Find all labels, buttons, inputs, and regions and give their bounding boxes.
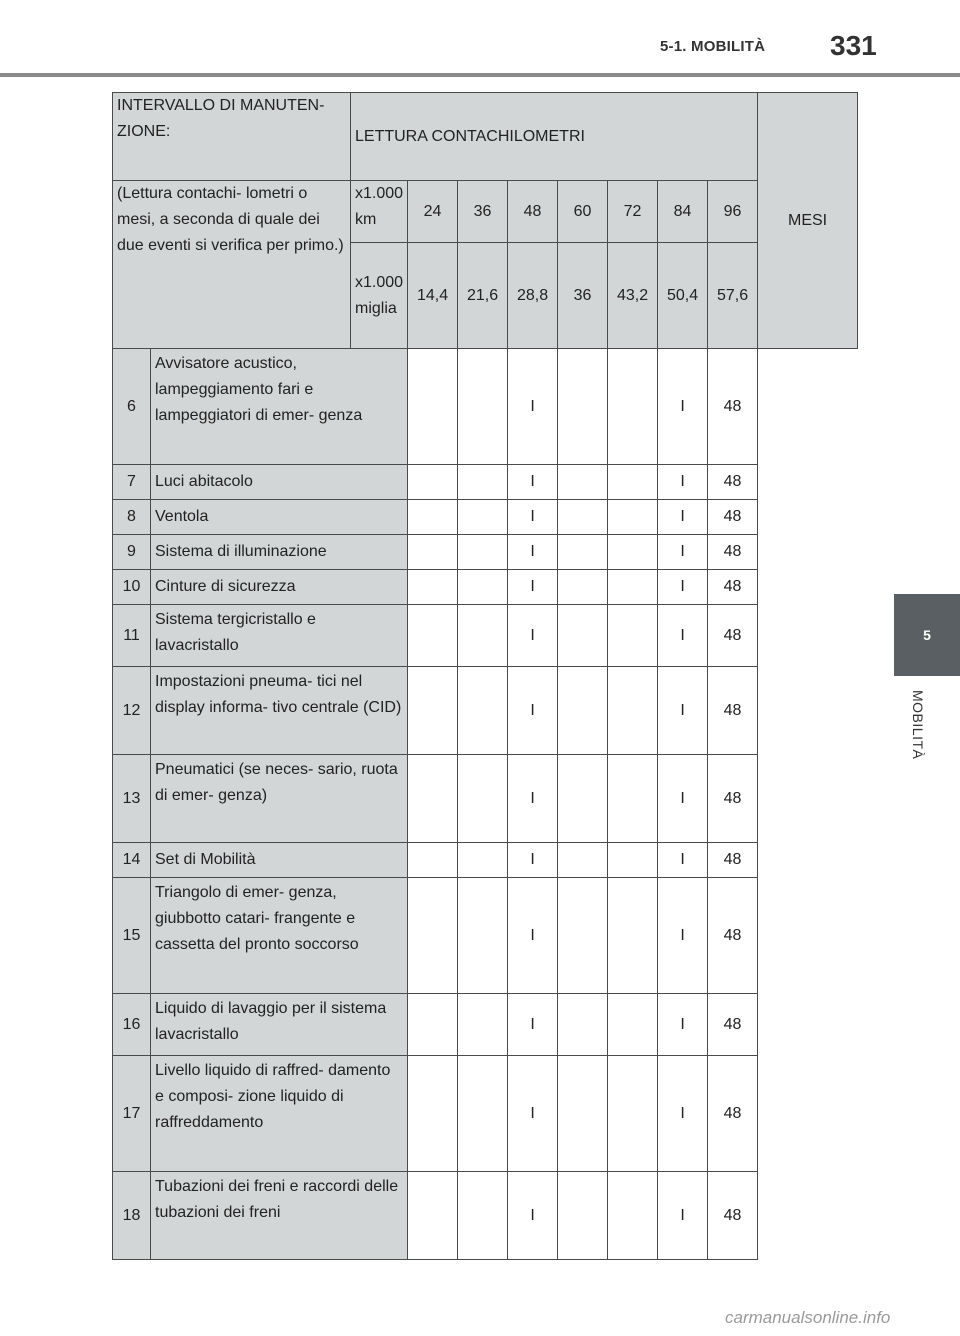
interval-cell: I — [508, 878, 558, 994]
row-number: 12 — [113, 667, 151, 755]
interval-cell: I — [508, 1172, 558, 1260]
item-description: Pneumatici (se neces- sario, ruota di emer- genza) — [151, 755, 408, 843]
interval-cell — [408, 843, 458, 878]
interval-cell — [408, 570, 458, 605]
header-divider — [0, 73, 960, 77]
row-number: 13 — [113, 755, 151, 843]
interval-cell — [608, 1172, 658, 1260]
interval-cell: I — [658, 843, 708, 878]
interval-cell — [458, 605, 508, 667]
interval-cell: I — [508, 349, 558, 465]
interval-cell: I — [658, 994, 708, 1056]
interval-cell — [458, 843, 508, 878]
item-description: Tubazioni dei freni e raccordi delle tubazioni dei freni — [151, 1172, 408, 1260]
section-title: 5-1. MOBILITÀ — [660, 38, 766, 55]
interval-cell: I — [508, 535, 558, 570]
interval-cell: I — [508, 605, 558, 667]
interval-cell — [608, 349, 658, 465]
months-cell: 48 — [708, 843, 758, 878]
interval-cell: I — [508, 994, 558, 1056]
interval-cell — [558, 994, 608, 1056]
months-cell: 48 — [708, 878, 758, 994]
miles-value: 50,4 — [658, 243, 708, 349]
km-value: 24 — [408, 181, 458, 243]
odometer-header — [351, 93, 758, 181]
km-value: 36 — [458, 181, 508, 243]
interval-cell — [608, 570, 658, 605]
interval-cell — [458, 667, 508, 755]
interval-cell — [608, 535, 658, 570]
item-description: Triangolo di emer- genza, giubbotto catari- frangente e cassetta del pronto soccorso — [151, 878, 408, 994]
item-description: Sistema tergicristallo e lavacristallo — [151, 605, 408, 667]
interval-cell — [608, 994, 658, 1056]
months-cell: 48 — [708, 500, 758, 535]
interval-label: INTERVALLO DI MANUTEN- ZIONE: — [117, 97, 325, 140]
page-number: 331 — [830, 30, 877, 61]
interval-cell: I — [658, 878, 708, 994]
interval-cell: I — [508, 1056, 558, 1172]
interval-cell — [408, 605, 458, 667]
row-number: 17 — [113, 1056, 151, 1172]
item-description: Avvisatore acustico, lampeggiamento fari e lampeggiatori di emer- genza — [151, 349, 408, 465]
chapter-label: MOBILITÀ — [910, 690, 926, 760]
interval-cell — [408, 535, 458, 570]
interval-cell — [458, 878, 508, 994]
interval-cell — [558, 667, 608, 755]
miles-value: 36 — [558, 243, 608, 349]
item-description: Set di Mobilità — [151, 843, 408, 878]
table-row — [113, 755, 858, 843]
km-value: 96 — [708, 181, 758, 243]
km-value: 84 — [658, 181, 708, 243]
row-number: 18 — [113, 1172, 151, 1260]
table-row — [113, 1172, 858, 1260]
km-unit: x1.000 km — [355, 185, 404, 228]
interval-cell — [408, 1056, 458, 1172]
row-number: 16 — [113, 994, 151, 1056]
interval-cell — [408, 465, 458, 500]
interval-cell: I — [658, 535, 708, 570]
interval-cell: I — [658, 1056, 708, 1172]
interval-cell — [408, 667, 458, 755]
miles-value: 14,4 — [408, 243, 458, 349]
row-number: 14 — [113, 843, 151, 878]
interval-cell: I — [658, 1172, 708, 1260]
interval-cell: I — [658, 500, 708, 535]
interval-cell — [608, 843, 658, 878]
interval-cell: I — [658, 605, 708, 667]
interval-cell — [458, 994, 508, 1056]
watermark: carmanualsonline.info — [725, 1308, 891, 1327]
interval-note: (Lettura contachi- lometri o mesi, a seconda di quale dei due eventi si verifica per primo.) — [117, 185, 344, 254]
interval-cell — [558, 500, 608, 535]
months-cell: 48 — [708, 535, 758, 570]
interval-cell — [558, 878, 608, 994]
table-row — [113, 349, 858, 465]
interval-cell — [408, 755, 458, 843]
interval-cell — [608, 465, 658, 500]
interval-cell: I — [658, 465, 708, 500]
odometer-label: LETTURA CONTACHILOMETRI — [355, 127, 585, 145]
interval-cell — [558, 1056, 608, 1172]
interval-cell — [458, 1056, 508, 1172]
months-cell: 48 — [708, 994, 758, 1056]
interval-cell: I — [508, 667, 558, 755]
table-row — [113, 667, 858, 755]
interval-cell — [458, 349, 508, 465]
interval-cell — [558, 843, 608, 878]
interval-cell — [458, 1172, 508, 1260]
miles-value: 21,6 — [458, 243, 508, 349]
interval-cell — [558, 465, 608, 500]
months-cell: 48 — [708, 1172, 758, 1260]
chapter-tab: 5 — [894, 594, 960, 676]
months-cell: 48 — [708, 1056, 758, 1172]
interval-cell: I — [658, 349, 708, 465]
months-cell: 48 — [708, 667, 758, 755]
item-description: Sistema di illuminazione — [151, 535, 408, 570]
item-description: Cinture di sicurezza — [151, 570, 408, 605]
interval-cell — [458, 465, 508, 500]
months-header: MESI — [758, 93, 858, 349]
interval-cell — [608, 500, 658, 535]
interval-cell: I — [658, 667, 708, 755]
interval-cell: I — [658, 570, 708, 605]
row-number: 11 — [113, 605, 151, 667]
table-row — [113, 535, 858, 570]
table-row — [113, 878, 858, 994]
row-number: 9 — [113, 535, 151, 570]
interval-cell — [458, 755, 508, 843]
item-description: Liquido di lavaggio per il sistema lavacristallo — [151, 994, 408, 1056]
row-number: 15 — [113, 878, 151, 994]
interval-cell — [608, 878, 658, 994]
item-description: Impostazioni pneuma- tici nel display informa- tivo centrale (CID) — [151, 667, 408, 755]
interval-cell — [408, 1172, 458, 1260]
interval-cell — [408, 500, 458, 535]
interval-header — [113, 93, 351, 181]
note-cell — [113, 181, 351, 349]
table-row — [113, 994, 858, 1056]
interval-cell — [458, 500, 508, 535]
page-header — [0, 0, 960, 78]
interval-cell: I — [508, 755, 558, 843]
table-row — [113, 605, 858, 667]
km-value: 48 — [508, 181, 558, 243]
miles-value: 28,8 — [508, 243, 558, 349]
interval-cell — [558, 755, 608, 843]
row-number: 6 — [113, 349, 151, 465]
interval-cell — [608, 667, 658, 755]
interval-cell — [608, 605, 658, 667]
months-cell: 48 — [708, 605, 758, 667]
item-description: Livello liquido di raffred- damento e composi- zione liquido di raffreddamento — [151, 1056, 408, 1172]
row-number: 7 — [113, 465, 151, 500]
interval-cell: I — [658, 755, 708, 843]
table-row — [113, 570, 858, 605]
km-unit-cell — [351, 181, 408, 243]
months-cell: 48 — [708, 465, 758, 500]
miles-value: 43,2 — [608, 243, 658, 349]
interval-cell: I — [508, 500, 558, 535]
interval-cell — [408, 994, 458, 1056]
row-number: 8 — [113, 500, 151, 535]
interval-cell — [458, 570, 508, 605]
maintenance-table — [112, 92, 858, 1260]
item-description: Ventola — [151, 500, 408, 535]
interval-cell — [408, 878, 458, 994]
interval-cell — [558, 605, 608, 667]
interval-cell — [608, 755, 658, 843]
interval-cell — [558, 535, 608, 570]
miles-unit: x1.000 miglia — [355, 273, 404, 317]
interval-cell: I — [508, 465, 558, 500]
km-value: 72 — [608, 181, 658, 243]
table-row — [113, 843, 858, 878]
interval-cell: I — [508, 570, 558, 605]
miles-unit-cell — [351, 243, 408, 349]
interval-cell — [458, 535, 508, 570]
months-cell: 48 — [708, 349, 758, 465]
interval-cell — [558, 349, 608, 465]
row-number: 10 — [113, 570, 151, 605]
interval-cell: I — [508, 843, 558, 878]
item-description: Luci abitacolo — [151, 465, 408, 500]
months-cell: 48 — [708, 755, 758, 843]
interval-cell — [558, 570, 608, 605]
table-row — [113, 1056, 858, 1172]
km-value: 60 — [558, 181, 608, 243]
interval-cell — [408, 349, 458, 465]
interval-cell — [608, 1056, 658, 1172]
months-cell: 48 — [708, 570, 758, 605]
interval-cell — [558, 1172, 608, 1260]
miles-value: 57,6 — [708, 243, 758, 349]
table-row — [113, 500, 858, 535]
table-row — [113, 465, 858, 500]
